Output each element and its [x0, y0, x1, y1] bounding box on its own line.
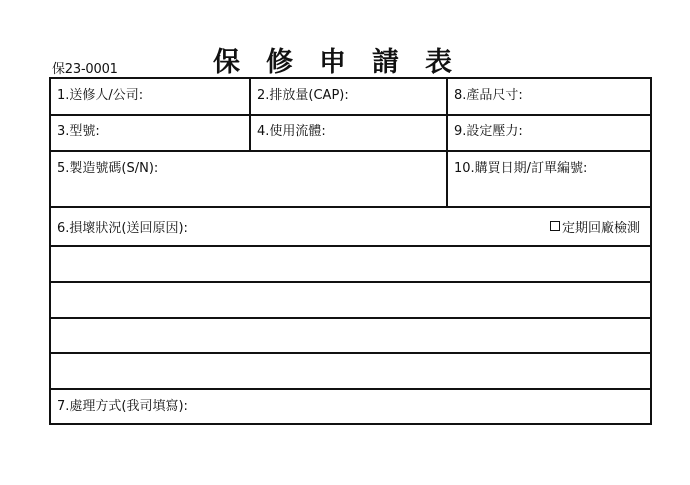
damage-write-line[interactable]	[51, 354, 650, 388]
periodic-check-checkbox[interactable]	[550, 221, 560, 231]
sender-field-label: 1.送修人/公司:	[57, 88, 144, 103]
damage-write-line[interactable]	[51, 283, 650, 317]
column-divider	[446, 79, 448, 206]
row-divider	[51, 150, 650, 152]
product-size-field-label: 8.產品尺寸:	[454, 88, 523, 103]
periodic-check-option[interactable]	[550, 221, 640, 237]
damage-condition-field-label: 6.損壞狀況(送回原因):	[57, 221, 188, 236]
damage-write-line[interactable]	[51, 247, 650, 281]
serial-number-field-label: 5.製造號碼(S/N):	[57, 161, 159, 176]
model-field-label: 3.型號:	[57, 124, 100, 139]
handling-method-field-label: 7.處理方式(我司填寫):	[57, 399, 188, 414]
form-number: 保23-0001	[52, 62, 118, 77]
form-title: 保修申請表	[213, 47, 478, 78]
periodic-check-label: 定期回廠檢測	[561, 221, 640, 236]
set-pressure-field-label: 9.設定壓力:	[454, 124, 523, 139]
repair-form-table	[49, 77, 652, 425]
row-divider	[51, 388, 650, 390]
row-divider	[51, 423, 650, 425]
column-divider	[249, 79, 251, 150]
purchase-date-order-field-label: 10.購買日期/訂單編號:	[454, 161, 588, 176]
damage-write-line[interactable]	[51, 319, 650, 352]
displacement-field-label: 2.排放量(CAP):	[257, 88, 349, 103]
row-divider	[51, 206, 650, 208]
row-divider	[51, 114, 650, 116]
fluid-field-label: 4.使用流體:	[257, 124, 326, 139]
